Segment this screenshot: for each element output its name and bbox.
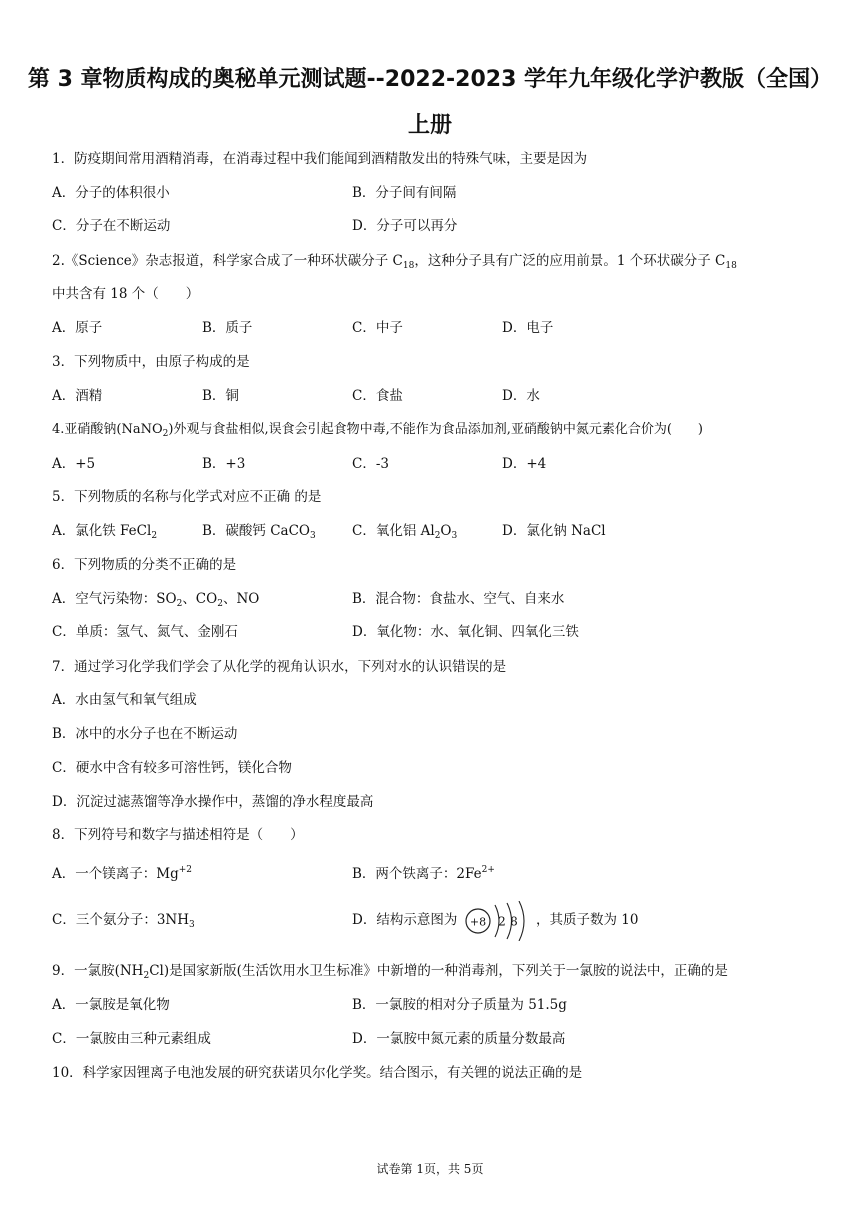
question-4-option-a[interactable]: A．+5 [52, 456, 96, 472]
question-4-stem: 4.亚硝酸钠(NaNO$_2$)外观与食盐相似,误食会引起食物中毒,不能作为食品添加剂,亚硝酸钠中氮元素化合价为( ) [52, 422, 703, 439]
question-5-option-d[interactable]: D．氯化钠 NaCl [502, 523, 606, 539]
question-6-option-c[interactable]: C．单质：氢气、氮气、金刚石 [52, 624, 238, 640]
question-2-option-a[interactable]: A．原子 [52, 320, 103, 336]
nucleus-charge: +8 [469, 915, 487, 929]
question-9-option-a[interactable]: A．一氯胺是氧化物 [52, 997, 170, 1013]
question-10-stem: 10．科学家因锂离子电池发展的研究获诺贝尔化学奖。结合图示，有关锂的说法正确的是 [52, 1065, 583, 1081]
question-8-option-a[interactable]: A．一个镁离子：$Mg^{+2}$ [52, 865, 192, 882]
question-3-stem: 3．下列物质中，由原子构成的是 [52, 354, 250, 370]
question-5-option-b[interactable]: B．碳酸钙 CaCO$_3$ [202, 523, 316, 541]
question-8-option-b[interactable]: B．两个铁离子：$2Fe^{2+}$ [352, 865, 495, 882]
question-2-option-c[interactable]: C．中子 [352, 320, 403, 336]
question-1-option-c[interactable]: C．分子在不断运动 [52, 218, 171, 234]
page-title-line1: 第 3 章物质构成的奥秘单元测试题--2022-2023 学年九年级化学沪教版（全国） [27, 67, 833, 92]
question-9-stem: 9．一氯胺$(NH_2Cl)$是国家新版(生活饮用水卫生标准》中新增的一种消毒剂，下列关于一氯胺的说法中，正确的是 [52, 963, 728, 981]
question-9-option-c[interactable]: C．一氯胺由三种元素组成 [52, 1031, 211, 1047]
question-7-option-a[interactable]: A．水由氢气和氧气组成 [52, 692, 197, 708]
question-2-stem-cont: 中共含有 18 个（ ） [52, 286, 200, 302]
question-8-option-d-text: ，其质子数为 10 [536, 912, 639, 928]
question-6-option-d[interactable]: D．氧化物：水、氧化铜、四氧化三铁 [352, 624, 579, 640]
electron-shell-arc-3 [519, 901, 524, 941]
question-2-option-b[interactable]: B．质子 [202, 320, 253, 336]
question-1-option-b[interactable]: B．分子间有间隔 [352, 185, 457, 201]
question-3-option-c[interactable]: C．食盐 [352, 388, 403, 404]
question-7-option-c[interactable]: C．硬水中含有较多可溶性钙，镁化合物 [52, 760, 292, 776]
question-3-option-b[interactable]: B．铜 [202, 388, 239, 404]
page-title-line2: 上册 [407, 113, 452, 138]
atom-structure-diagram [462, 901, 532, 941]
question-6-option-a[interactable]: A．空气污染物：$SO_2$、$CO_2$、NO [52, 591, 260, 609]
question-6-stem: 6．下列物质的分类不正确的是 [52, 557, 237, 573]
question-9-option-b[interactable]: B．一氯胺的相对分子质量为 51.5g [352, 997, 567, 1013]
question-8-option-d-label[interactable]: D．结构示意图为 [352, 912, 458, 928]
question-9-option-d[interactable]: D．一氯胺中氮元素的质量分数最高 [352, 1031, 566, 1047]
question-6-option-b[interactable]: B．混合物：食盐水、空气、自来水 [352, 591, 565, 607]
question-7-option-d[interactable]: D．沉淀过滤蒸馏等净水操作中，蒸馏的净水程度最高 [52, 794, 374, 810]
page-footer: 试卷第 1页，共 5页 [376, 1162, 484, 1176]
question-7-option-b[interactable]: B．冰中的水分子也在不断运动 [52, 726, 238, 742]
question-5-stem: 5．下列物质的名称与化学式对应不正确 的是 [52, 489, 322, 505]
question-2-stem: 2.《Science》杂志报道，科学家合成了一种环状碳分子 $C_{18}$，这种分子具有广泛的应用前景。1 个环状碳分子 $C_{18}$ [52, 253, 737, 271]
question-5-option-a[interactable]: A．氯化铁 FeCl$_2$ [52, 523, 158, 541]
question-4-option-c[interactable]: C．-3 [352, 456, 389, 472]
question-1-option-a[interactable]: A．分子的体积很小 [52, 185, 170, 201]
shell-2-electrons: 8 [510, 914, 518, 929]
question-7-stem: 7．通过学习化学我们学会了从化学的视角认识水，下列对水的认识错误的是 [52, 659, 507, 675]
question-3-option-a[interactable]: A．酒精 [52, 388, 103, 404]
question-1-option-d[interactable]: D．分子可以再分 [352, 218, 458, 234]
question-1-stem: 1．防疫期间常用酒精消毒，在消毒过程中我们能闻到酒精散发出的特殊气味，主要是因为 [52, 151, 588, 167]
question-8-option-c[interactable]: C．三个氨分子：$3NH_3$ [52, 912, 195, 930]
question-5-option-c[interactable]: C．氧化铝 $Al_2O_3$ [352, 523, 458, 541]
question-2-option-d[interactable]: D．电子 [502, 320, 554, 336]
question-4-option-d[interactable]: D．+4 [502, 456, 547, 472]
shell-1-electrons: 2 [498, 914, 506, 929]
question-8-stem: 8．下列符号和数字与描述相符是（ ） [52, 827, 304, 843]
question-4-option-b[interactable]: B．+3 [202, 456, 246, 472]
question-3-option-d[interactable]: D．水 [502, 388, 540, 404]
